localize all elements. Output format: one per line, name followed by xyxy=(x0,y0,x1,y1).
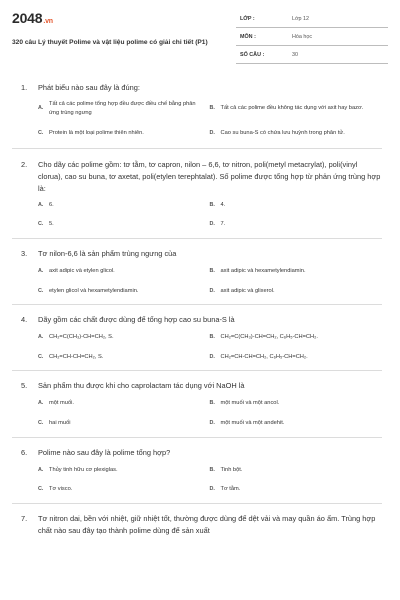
answer-option[interactable] xyxy=(210,287,382,296)
option-text: axit adipic và hexametylendiamin. xyxy=(220,267,306,274)
question-number: 4. xyxy=(21,315,28,325)
option-letter: D. xyxy=(209,130,215,137)
question-item xyxy=(21,248,381,295)
answer-option[interactable] xyxy=(210,129,382,138)
answer-option[interactable] xyxy=(210,201,382,210)
question-text: Dãy gồm các chất được dùng để tổng hợp cao su buna-S là xyxy=(38,315,235,325)
option-text: CH₂=CH-CH=CH₂, C₆H₅-CH=CH₂. xyxy=(220,353,308,360)
option-text: axit adipic và glixerol. xyxy=(220,287,275,294)
option-letter: B. xyxy=(209,105,215,112)
answer-option[interactable] xyxy=(210,220,382,229)
question-text: Polime nào sau đây là polime tổng hợp? xyxy=(38,447,171,457)
option-letter: C. xyxy=(38,221,44,228)
question-item xyxy=(21,82,381,138)
question-text: Tơ nitron dai, bền với nhiệt, giữ nhiệt tốt, thường được dùng để dệt vải và may quần áo ấm. Trùng hợp chất nào sau đây tạo thành polime dùng để sản xuất xyxy=(38,513,376,535)
option-letter: B. xyxy=(209,466,215,473)
answer-options xyxy=(38,333,381,361)
question-list xyxy=(21,82,381,537)
answer-option[interactable] xyxy=(210,100,382,117)
meta-row-count xyxy=(236,46,388,64)
document-title: 320 câu Lý thuyết Polime và vật liệu polime có giải chi tiết (P1) xyxy=(12,39,208,46)
question-item xyxy=(21,447,381,494)
option-text: Tất cả các polime đều không tác dụng với axit hay bazơ. xyxy=(220,105,364,112)
question-stem xyxy=(21,380,381,392)
question-divider xyxy=(12,503,382,504)
option-text: 7. xyxy=(220,221,226,228)
option-letter: D. xyxy=(209,221,215,228)
meta-value: 30 xyxy=(292,52,298,58)
question-number: 1. xyxy=(21,83,28,92)
question-stem xyxy=(21,513,381,537)
answer-option[interactable] xyxy=(210,399,382,408)
answer-options xyxy=(38,267,381,295)
answer-option[interactable] xyxy=(38,466,210,475)
option-letter: A. xyxy=(38,400,44,407)
option-text: etylen glicol và hexametylendiamin. xyxy=(49,287,139,294)
question-item xyxy=(21,380,381,427)
question-item xyxy=(21,513,381,537)
question-stem xyxy=(21,82,381,94)
option-letter: A. xyxy=(38,267,44,274)
answer-options xyxy=(38,201,381,229)
question-divider xyxy=(12,437,382,438)
option-text: một muối. xyxy=(49,400,74,407)
question-text: Cho dãy các polime gồm: tơ tằm, tơ capron, nilon – 6,6, tơ nitron, poli(metyl metacrylat), poli(vinyl clorua), cao su buna, tơ axetat, poli(etylen terephtalat). Số polime được tổng hợp từ phản ứng trùng hợp là: xyxy=(38,159,381,193)
answer-option[interactable] xyxy=(210,353,382,362)
meta-row-subject xyxy=(236,28,388,46)
option-text: một muối và một andehit. xyxy=(220,419,285,426)
answer-options xyxy=(38,399,381,427)
option-text: 5. xyxy=(49,221,54,228)
question-stem xyxy=(21,159,381,195)
meta-key: SỐ CÂU : xyxy=(240,52,265,58)
option-text: Cao su buna-S có chứa lưu huỳnh trong phân tử. xyxy=(220,130,345,137)
meta-table xyxy=(236,10,388,64)
answer-option[interactable] xyxy=(210,485,382,494)
option-text: Tơ visco. xyxy=(49,486,73,493)
option-letter: C. xyxy=(38,353,44,360)
answer-option[interactable] xyxy=(38,267,210,276)
option-letter: D. xyxy=(209,486,215,493)
option-letter: B. xyxy=(209,334,215,341)
option-text: 6. xyxy=(49,201,54,208)
answer-option[interactable] xyxy=(210,267,382,276)
option-letter: C. xyxy=(38,130,44,137)
meta-row-class xyxy=(236,10,388,28)
meta-value: Lớp 12 xyxy=(292,16,310,22)
option-letter: C. xyxy=(38,419,44,426)
option-letter: A. xyxy=(38,334,44,341)
question-item xyxy=(21,159,381,229)
answer-option[interactable] xyxy=(38,419,210,428)
option-letter: D. xyxy=(209,353,215,360)
question-text: Sản phẩm thu được khi cho caprolactam tác dụng với NaOH là xyxy=(38,381,245,391)
answer-option[interactable] xyxy=(38,201,210,210)
option-text: Tất cả các polime tổng hợp đều được điều chế bằng phản ứng trùng ngưng xyxy=(49,101,196,116)
question-text: Phát biểu nào sau đây là đúng: xyxy=(38,83,140,92)
question-text: Tơ nilon-6,6 là sản phẩm trùng ngưng của xyxy=(38,248,177,258)
answer-option[interactable] xyxy=(210,466,382,475)
answer-option[interactable] xyxy=(38,485,210,494)
meta-value: Hóa học xyxy=(292,34,313,40)
question-stem xyxy=(21,447,381,459)
option-letter: A. xyxy=(38,201,44,208)
page-header xyxy=(12,10,388,70)
question-divider xyxy=(12,238,382,239)
question-divider xyxy=(12,304,382,305)
option-letter: A. xyxy=(38,466,44,473)
site-logo[interactable]: 2048.vn xyxy=(12,10,53,26)
option-letter: C. xyxy=(38,287,44,294)
option-text: CH₂=CH-CH=CH₂, S. xyxy=(49,353,104,360)
option-text: Tinh bột. xyxy=(220,466,243,473)
meta-key: MÔN : xyxy=(240,34,256,40)
answer-option[interactable] xyxy=(38,287,210,296)
question-stem xyxy=(21,314,381,326)
question-number: 7. xyxy=(21,513,28,523)
answer-option[interactable] xyxy=(38,333,210,342)
option-text: hai muối xyxy=(49,419,71,426)
answer-option[interactable] xyxy=(210,419,382,428)
option-letter: B. xyxy=(209,201,215,208)
answer-option[interactable] xyxy=(38,353,210,362)
option-letter: C. xyxy=(38,486,44,493)
option-text: Tơ tằm. xyxy=(220,486,241,493)
question-number: 6. xyxy=(21,447,28,457)
option-text: Protein là một loại polime thiên nhiên. xyxy=(49,130,144,137)
question-number: 2. xyxy=(21,159,28,169)
answer-option[interactable] xyxy=(38,220,210,229)
option-text: Thủy tinh hữu cơ plexiglas. xyxy=(49,466,118,473)
question-number: 5. xyxy=(21,381,28,391)
option-letter: B. xyxy=(209,400,215,407)
option-text: axit adipic và etylen glicol. xyxy=(49,267,115,274)
answer-options xyxy=(38,100,381,138)
meta-key: LỚP : xyxy=(240,16,255,22)
option-letter: D. xyxy=(209,287,215,294)
option-letter: A. xyxy=(38,105,44,112)
question-stem xyxy=(21,248,381,260)
question-item xyxy=(21,314,381,361)
option-letter: D. xyxy=(209,419,215,426)
answer-options xyxy=(38,466,381,494)
answer-option[interactable] xyxy=(38,100,210,117)
option-text: CH₂=C(CH₃)-CH=CH₂, C₆H₅-CH=CH₂. xyxy=(220,334,318,341)
option-text: 4. xyxy=(220,201,226,208)
question-divider xyxy=(12,370,382,371)
option-text: CH₂=C(CH₃)-CH=CH₂, S. xyxy=(49,334,114,341)
question-divider xyxy=(12,148,382,149)
answer-option[interactable] xyxy=(38,129,210,138)
option-text: một muối và một ancol. xyxy=(220,400,280,407)
option-letter: B. xyxy=(209,267,215,274)
question-number: 3. xyxy=(21,248,28,258)
answer-option[interactable] xyxy=(210,333,382,342)
answer-option[interactable] xyxy=(38,399,210,408)
